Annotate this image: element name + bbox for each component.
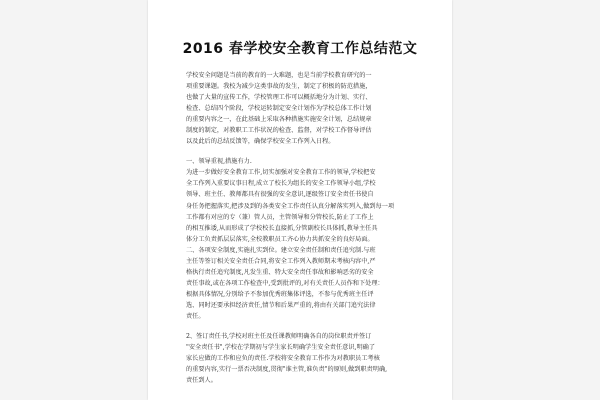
text-line: 格执行责任追究制度,凡发生重、特大安全责任事故和影响恶劣的安全 <box>186 268 374 276</box>
text-line: 选、同时还要承担经济责任,情节和后果严重的,将由有关部门追究法律 <box>186 301 376 309</box>
text-line: 学校安全问题是当前的教育的一大难题，也是当前学校教育研究的一 <box>186 72 372 79</box>
text-line: 责任。 <box>186 312 205 320</box>
text-line: 主任等签订相关安全责任合同,将安全工作列入教师期末考核内容中,严 <box>186 257 376 265</box>
text-line: 领导、班主任、教师都具有很强的安全意识,逐级签订安全责任书使自 <box>186 191 374 199</box>
text-line: 体分工负责抓层层落实,全校教职员工齐心协力共抓安全的良好局面。 <box>186 235 374 243</box>
text-line: 家长应做的工作和应负的责任.学校将安全教育工作作为对教职员工考核 <box>186 355 380 363</box>
text-line: 二、各项安全制度,实施扎实到位。建立安全责任制和责任追究制.与班 <box>186 246 376 254</box>
paragraph <box>186 70 418 147</box>
text-line: 根据具体情况,分别给予不参加优秀班集体评选，不参与优秀班主任评 <box>186 290 374 298</box>
text-line: 责任事故,或在各项工作检查中,受到批评的,对有关责任人员作和下处理： <box>186 279 384 287</box>
text-line: 以及此后的总结反馈等，确保学校安全工作列入日程。 <box>186 138 335 146</box>
text-line: 责任到人。 <box>186 377 217 385</box>
text-line: 全工作列入重要议事日程,成立了校长为组长的安全工作领导小组,学校 <box>186 180 376 188</box>
document-page <box>148 0 452 400</box>
paragraph-gap <box>186 322 418 331</box>
text-line: 2、签订责任书,学校对班主任及任课教师明确各自的岗位职责并签订 <box>186 333 372 341</box>
text-line: 也做了大量的宣传工作，学校管理工作可以概括地分为计划、实行、 <box>186 94 372 102</box>
text-line: 制度的制定，对教职工工作状况的检查、监督，对学校工作督导评估 <box>186 127 372 135</box>
paragraph <box>186 156 418 322</box>
text-line: 检查、总结四个阶段，学校运转制定安全计划作为学校总体工作计划 <box>186 105 372 113</box>
document-title: 2016 春学校安全教育工作总结范文 <box>182 41 418 57</box>
text-line: 为进一步做好安全教育工作,切实加强对安全教育工作的领导,学校把安 <box>186 169 376 177</box>
paragraph-gap <box>186 147 418 156</box>
text-line: 身任务把握落实,把涉及到的各类安全工作责任认真分解落实列入,做到每一项 <box>186 202 395 210</box>
text-line: 一、领导重视,措施有力. <box>186 158 252 166</box>
text-line: 的重要内容之一，在此基础上采取各种措施实施安全计划，总结规章 <box>186 116 372 124</box>
text-line: "安全责任书",学校在学期初与学生家长明确学生安全责任意识,明确了 <box>186 344 376 352</box>
paragraph <box>186 331 418 386</box>
text-line: 工作都有对应的专（兼）管人员，主管领导和分管校长,防止了工作上 <box>186 213 374 221</box>
text-line: 的重要内容,实行一票否决制度,贯彻"谁主管,谁负责"的原则,做到职责明确, <box>186 366 388 374</box>
text-line: 的相互推诿,从而形成了学校校长直接抓,分管副校长具体抓,教导主任具 <box>186 224 378 232</box>
text-line: 项重要课题。我校为减少这类事故的发生，制定了积极的防范措施， <box>186 83 372 91</box>
document-body <box>186 70 418 386</box>
